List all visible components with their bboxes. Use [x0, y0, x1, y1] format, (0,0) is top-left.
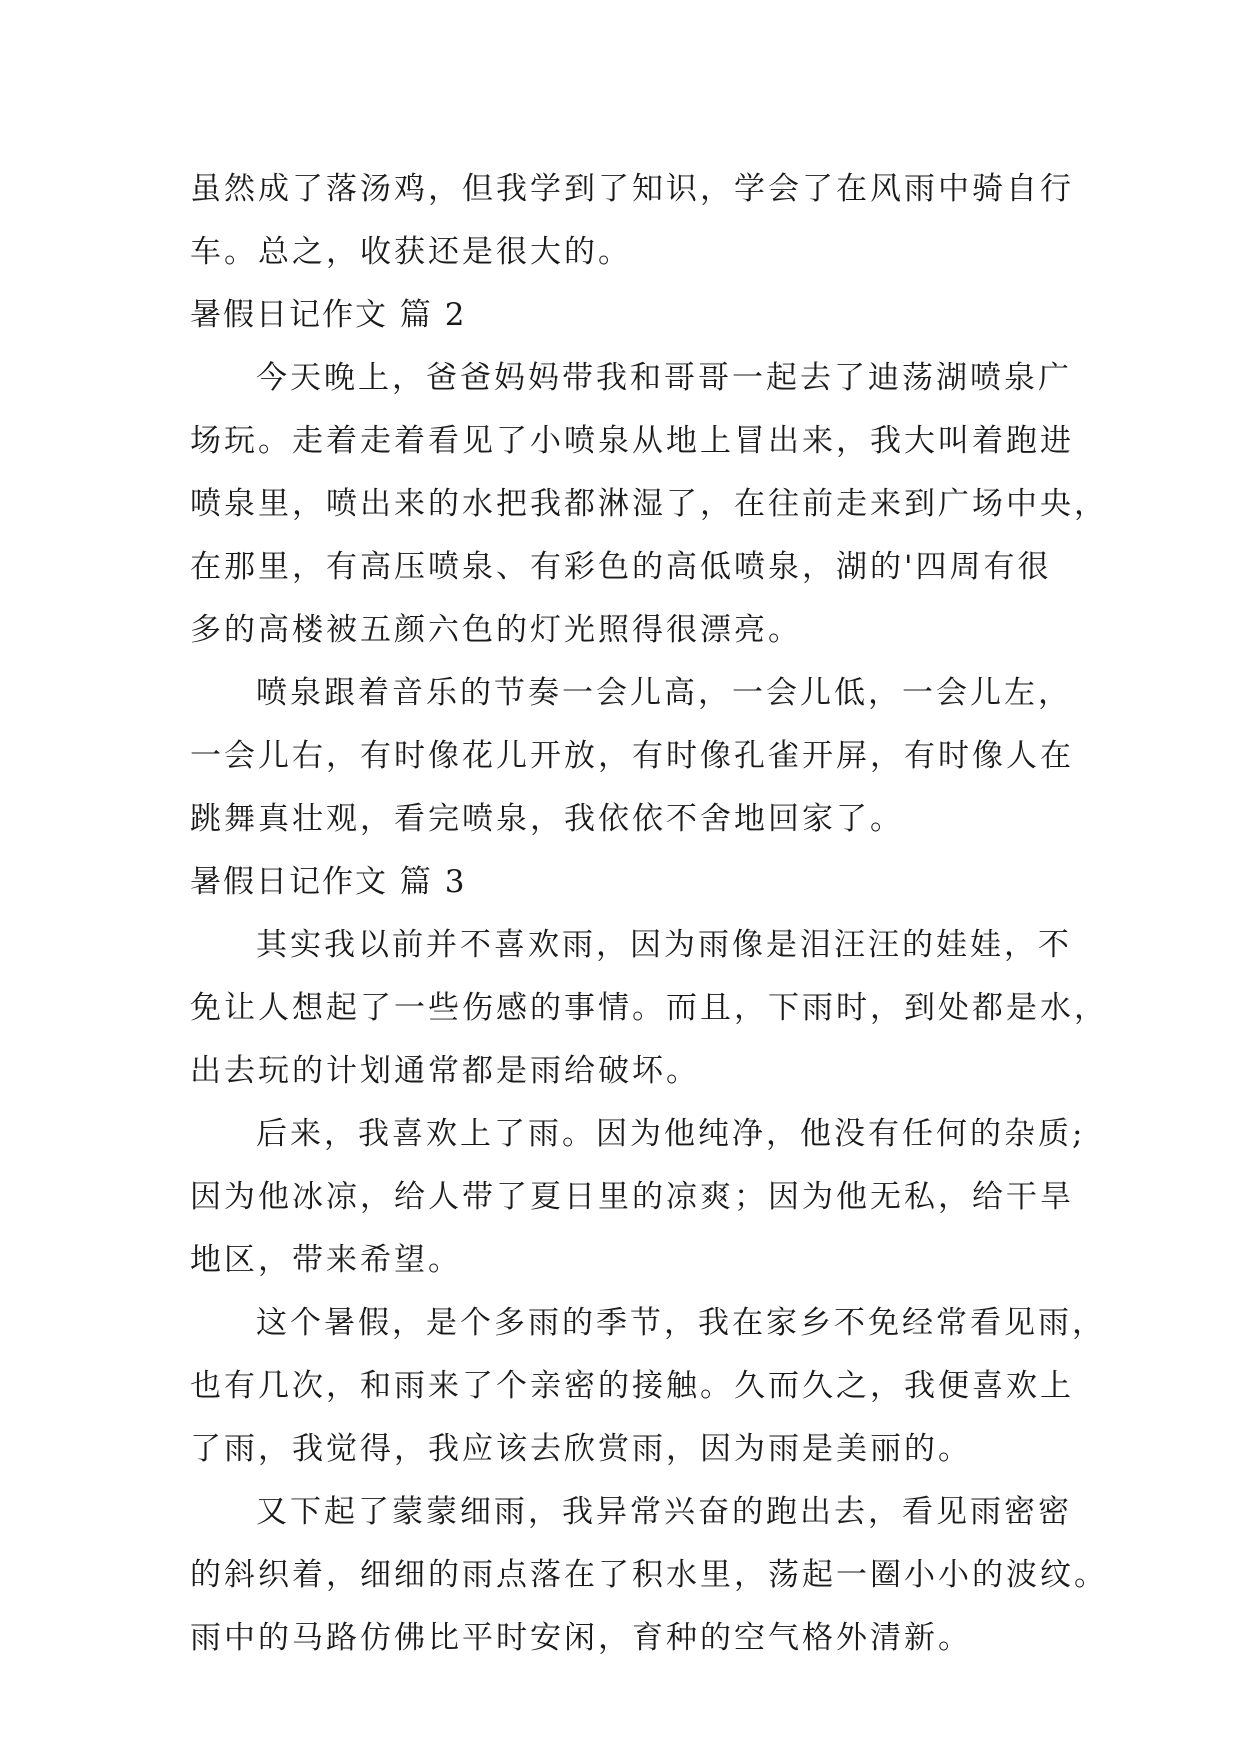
text-line: 免让人想起了一些伤感的事情。而且，下雨时，到处都是水， — [190, 990, 1108, 1026]
text-line: 又下起了蒙蒙细雨，我异常兴奋的跑出去，看见雨密密 — [256, 1494, 1072, 1530]
text-line: 也有几次，和雨来了个亲密的接触。久而久之，我便喜欢上 — [190, 1368, 1074, 1404]
text-line: 一会儿右，有时像花儿开放，有时像孔雀开屏，有时像人在 — [190, 738, 1074, 774]
text-line: 地区，带来希望。 — [190, 1242, 462, 1278]
text-line: 了雨，我觉得，我应该去欣赏雨，因为雨是美丽的。 — [190, 1431, 972, 1467]
text-line: 雨中的马路仿佛比平时安闲，育种的空气格外清新。 — [190, 1620, 972, 1656]
text-line: 这个暑假，是个多雨的季节，我在家乡不免经常看见雨， — [256, 1305, 1106, 1341]
text-line: 的斜织着，细细的雨点落在了积水里，荡起一圈小小的波纹。 — [190, 1557, 1108, 1593]
text-line: 虽然成了落汤鸡，但我学到了知识，学会了在风雨中骑自行 — [190, 171, 1074, 207]
section-heading: 暑假日记作文 篇 3 — [190, 864, 467, 900]
text-line: 今天晚上，爸爸妈妈带我和哥哥一起去了迪荡湖喷泉广 — [256, 360, 1072, 396]
text-line: 跳舞真壮观，看完喷泉，我依依不舍地回家了。 — [190, 801, 904, 837]
text-line: 喷泉里，喷出来的水把我都淋湿了，在往前走来到广场中央， — [190, 486, 1108, 522]
section-heading: 暑假日记作文 篇 2 — [190, 297, 467, 333]
text-line: 在那里，有高压喷泉、有彩色的高低喷泉，湖的'四周有很 — [190, 549, 1052, 585]
text-line: 其实我以前并不喜欢雨，因为雨像是泪汪汪的娃娃，不 — [256, 927, 1072, 963]
text-line: 出去玩的计划通常都是雨给破坏。 — [190, 1053, 700, 1089]
text-line: 后来，我喜欢上了雨。因为他纯净，他没有任何的杂质; — [256, 1116, 1086, 1152]
text-line: 喷泉跟着音乐的节奏一会儿高，一会儿低，一会儿左， — [256, 675, 1072, 711]
text-line: 多的高楼被五颜六色的灯光照得很漂亮。 — [190, 612, 802, 648]
text-line: 场玩。走着走着看见了小喷泉从地上冒出来，我大叫着跑进 — [190, 423, 1074, 459]
text-line: 车。总之，收获还是很大的。 — [190, 234, 632, 270]
text-line: 因为他冰凉，给人带了夏日里的凉爽；因为他无私，给干旱 — [190, 1179, 1074, 1215]
document-body — [190, 158, 1108, 1670]
